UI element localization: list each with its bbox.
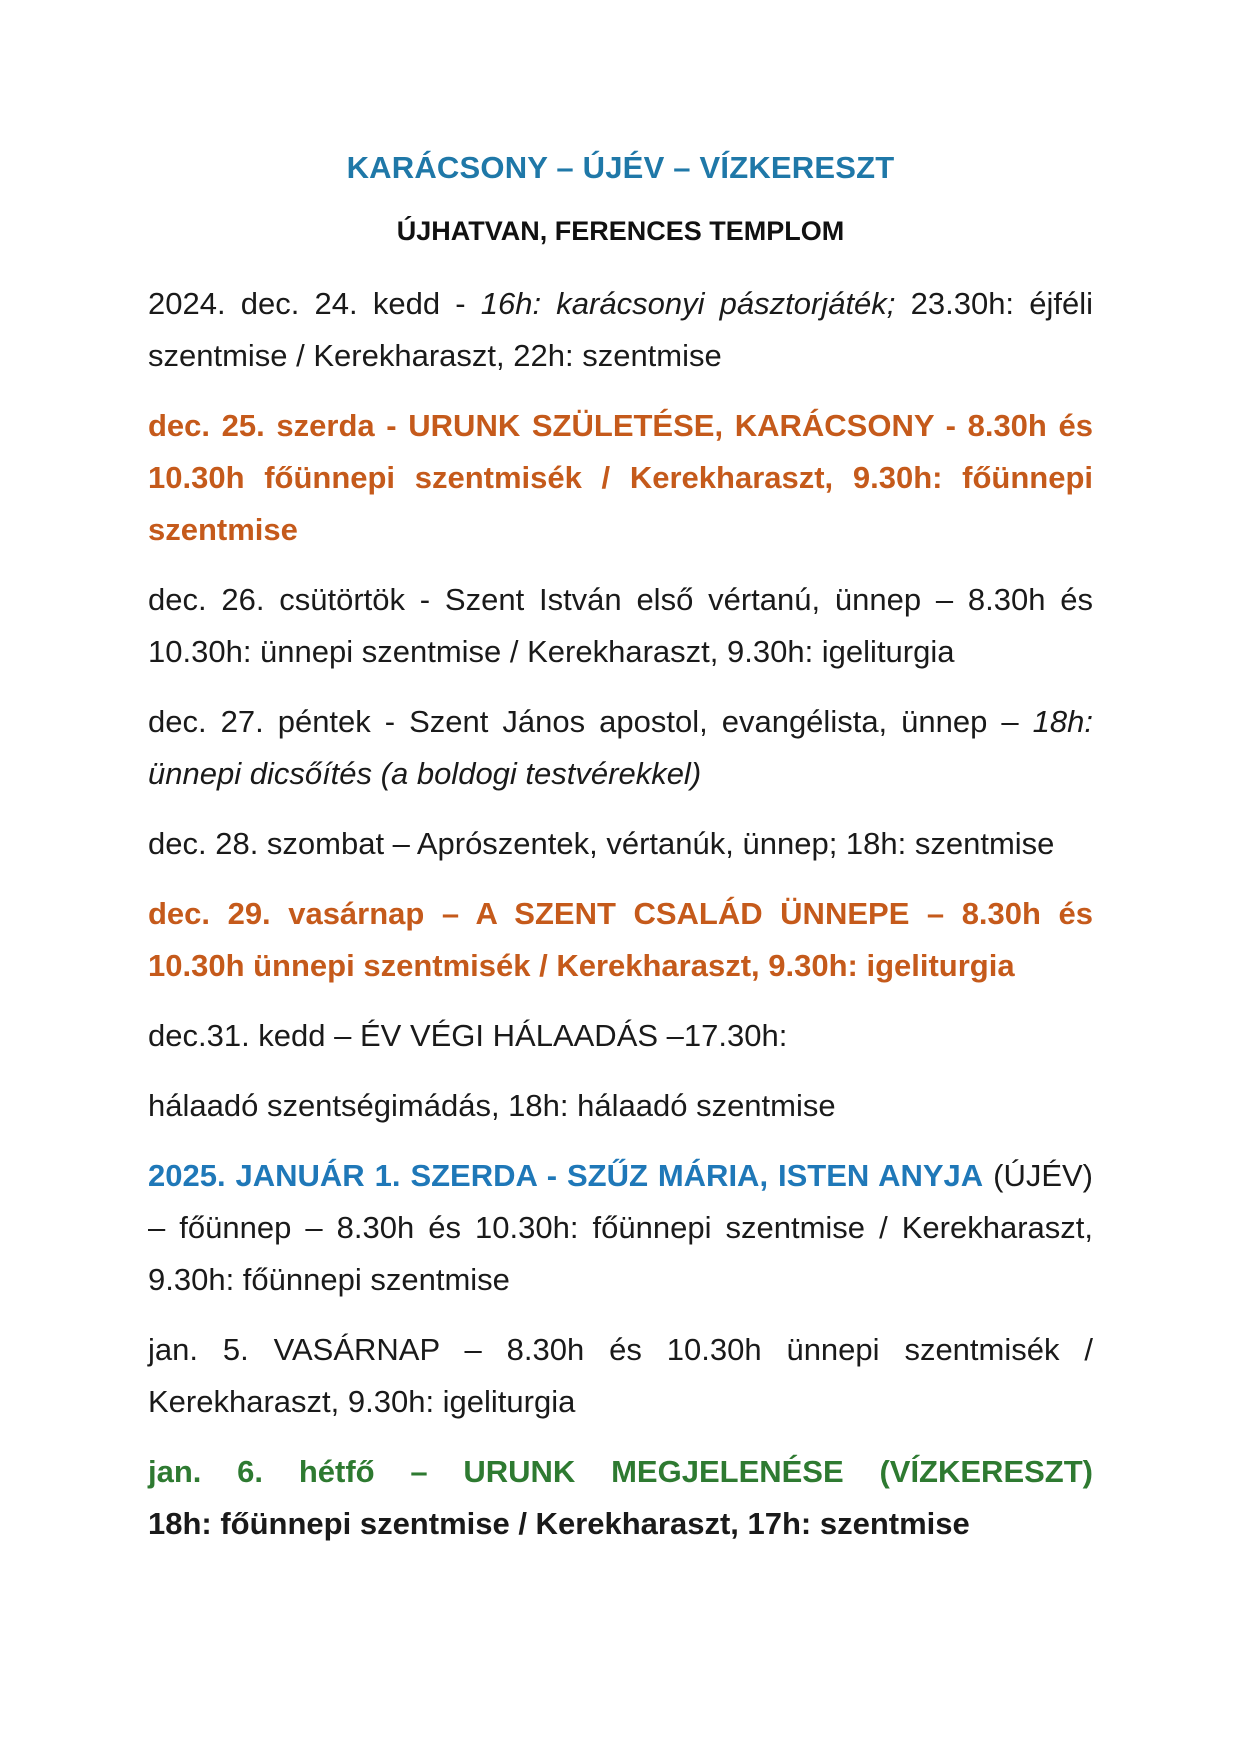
entry-dec-24-rest: 23.30h: éjféli szentmise / Kerekharaszt, 22h: szentmise xyxy=(148,286,1093,373)
entry-jan-6-heading: jan. 6. hétfő – URUNK MEGJELENÉSE (VÍZKERESZT) xyxy=(148,1454,1093,1489)
entry-dec-29: dec. 29. vasárnap – A SZENT CSALÁD ÜNNEPE – 8.30h és 10.30h ünnepi szentmisék / Kerekharaszt, 9.30h: igeliturgia xyxy=(148,896,1093,983)
entry-jan-1-heading: 2025. JANUÁR 1. SZERDA - SZŰZ MÁRIA, ISTEN ANYJA xyxy=(148,1158,984,1193)
entry-dec-31-line1: dec.31. kedd – ÉV VÉGI HÁLAADÁS –17.30h: xyxy=(148,1018,788,1053)
page-subtitle: ÚJHATVAN, FERENCES TEMPLOM xyxy=(396,216,845,246)
entry-dec-24-date: 2024. dec. 24. kedd - xyxy=(148,286,481,321)
entry-dec-26: dec. 26. csütörtök - Szent István első vértanú, ünnep – 8.30h és 10.30h: ünnepi szentmise / Kerekharaszt, 9.30h: igeliturgia xyxy=(148,582,1093,669)
entry-jan-1 xyxy=(148,1150,1093,1306)
entry-dec-24-italic: 16h: karácsonyi pásztorjáték; xyxy=(480,286,896,321)
entry-jan-6 xyxy=(148,1446,1093,1550)
entry-dec-27-italic: 18h: ünnepi dicsőítés (a boldogi testvérekkel) xyxy=(148,704,1093,791)
entry-jan-6-details: 18h: főünnepi szentmise / Kerekharaszt, 17h: szentmise xyxy=(148,1506,970,1541)
entry-jan-1-rest: (ÚJÉV) – főünnep – 8.30h és 10.30h: főünnepi szentmise / Kerekharaszt, 9.30h: főünnepi szentmise xyxy=(148,1158,1094,1297)
entry-dec-27-text: dec. 27. péntek - Szent János apostol, evangélista, ünnep – xyxy=(148,704,1033,739)
entry-jan-5: jan. 5. VASÁRNAP – 8.30h és 10.30h ünnepi szentmisék / Kerekharaszt, 9.30h: igeliturgia xyxy=(148,1332,1093,1419)
entry-dec-24 xyxy=(148,278,1093,382)
entry-dec-31-line2: hálaadó szentségimádás, 18h: hálaadó szentmise xyxy=(148,1088,836,1123)
page-title: KARÁCSONY – ÚJÉV – VÍZKERESZT xyxy=(346,150,895,185)
entry-dec-27 xyxy=(148,696,1093,800)
schedule-list xyxy=(148,278,1093,1550)
entry-dec-25: dec. 25. szerda - URUNK SZÜLETÉSE, KARÁCSONY - 8.30h és 10.30h főünnepi szentmisék / Kerekharaszt, 9.30h: főünnepi szentmise xyxy=(148,408,1093,547)
entry-dec-28: dec. 28. szombat – Aprószentek, vértanúk, ünnep; 18h: szentmise xyxy=(148,826,1055,861)
